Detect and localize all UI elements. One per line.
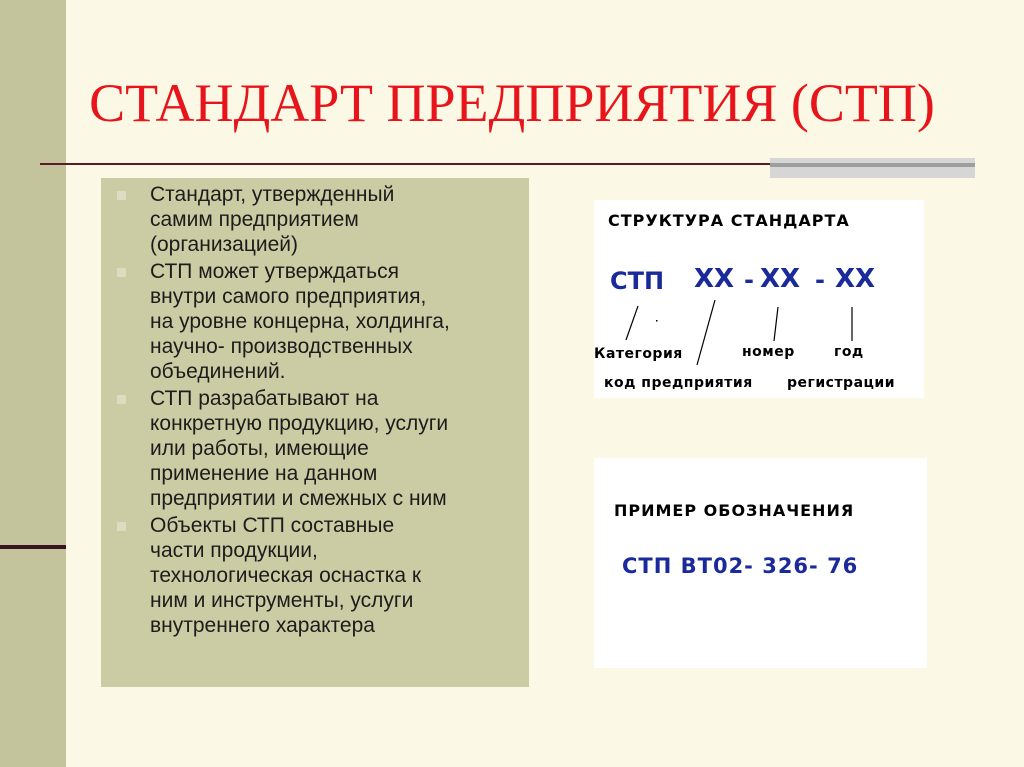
bullet-list xyxy=(101,178,529,638)
pointer-lines xyxy=(594,200,924,398)
square-bullet-icon xyxy=(117,268,126,277)
example-heading: ПРИМЕР ОБОЗНАЧЕНИЯ xyxy=(614,501,855,520)
code-prefix: СТП xyxy=(610,267,665,295)
square-bullet-icon xyxy=(117,522,126,531)
bullet-item xyxy=(101,259,529,384)
label-registration: регистрации xyxy=(787,375,896,391)
title-underline-shadow xyxy=(770,158,975,178)
bullet-panel xyxy=(101,178,529,687)
code-dash: - xyxy=(815,266,825,294)
code-dash: - xyxy=(744,266,754,294)
bullet-item xyxy=(101,386,529,511)
bullet-item xyxy=(101,182,529,257)
code-part-year: ХХ xyxy=(835,264,876,294)
bullet-text: Стандарт, утвержденный самим предприятием (организацией) xyxy=(150,183,395,256)
code-part-number: ХХ xyxy=(760,264,801,294)
bullet-text: Объекты СТП составные части продукции, технологическая оснастка к ним и инструменты, услуги внутреннего характера xyxy=(150,514,422,637)
structure-heading: СТРУКТУРА СТАНДАРТА xyxy=(608,211,850,230)
square-bullet-icon xyxy=(117,191,126,200)
left-band-divider xyxy=(0,545,66,549)
bullet-text: СТП разрабатывают на конкретную продукцию, услуги или работы, имеющие применение на данном предприятии и смежных с ним xyxy=(150,387,449,510)
label-number: номер xyxy=(742,344,795,360)
bullet-item xyxy=(101,513,529,638)
structure-diagram xyxy=(594,200,924,398)
code-part-category: ХХ xyxy=(694,264,735,294)
square-bullet-icon xyxy=(117,395,126,404)
label-year: год xyxy=(834,344,864,360)
bullet-text: СТП может утверждаться внутри самого предприятия, на уровне концерна, холдинга, научно- производственных объединений. xyxy=(150,260,450,383)
slide-title: СТАНДАРТ ПРЕДПРИЯТИЯ (СТП) xyxy=(89,73,935,133)
example-code: СТП ВТ02- 326- 76 xyxy=(622,554,859,578)
label-category: Категория xyxy=(594,346,683,362)
example-panel xyxy=(594,458,927,668)
label-enterprise-code: код предприятия xyxy=(604,375,753,391)
